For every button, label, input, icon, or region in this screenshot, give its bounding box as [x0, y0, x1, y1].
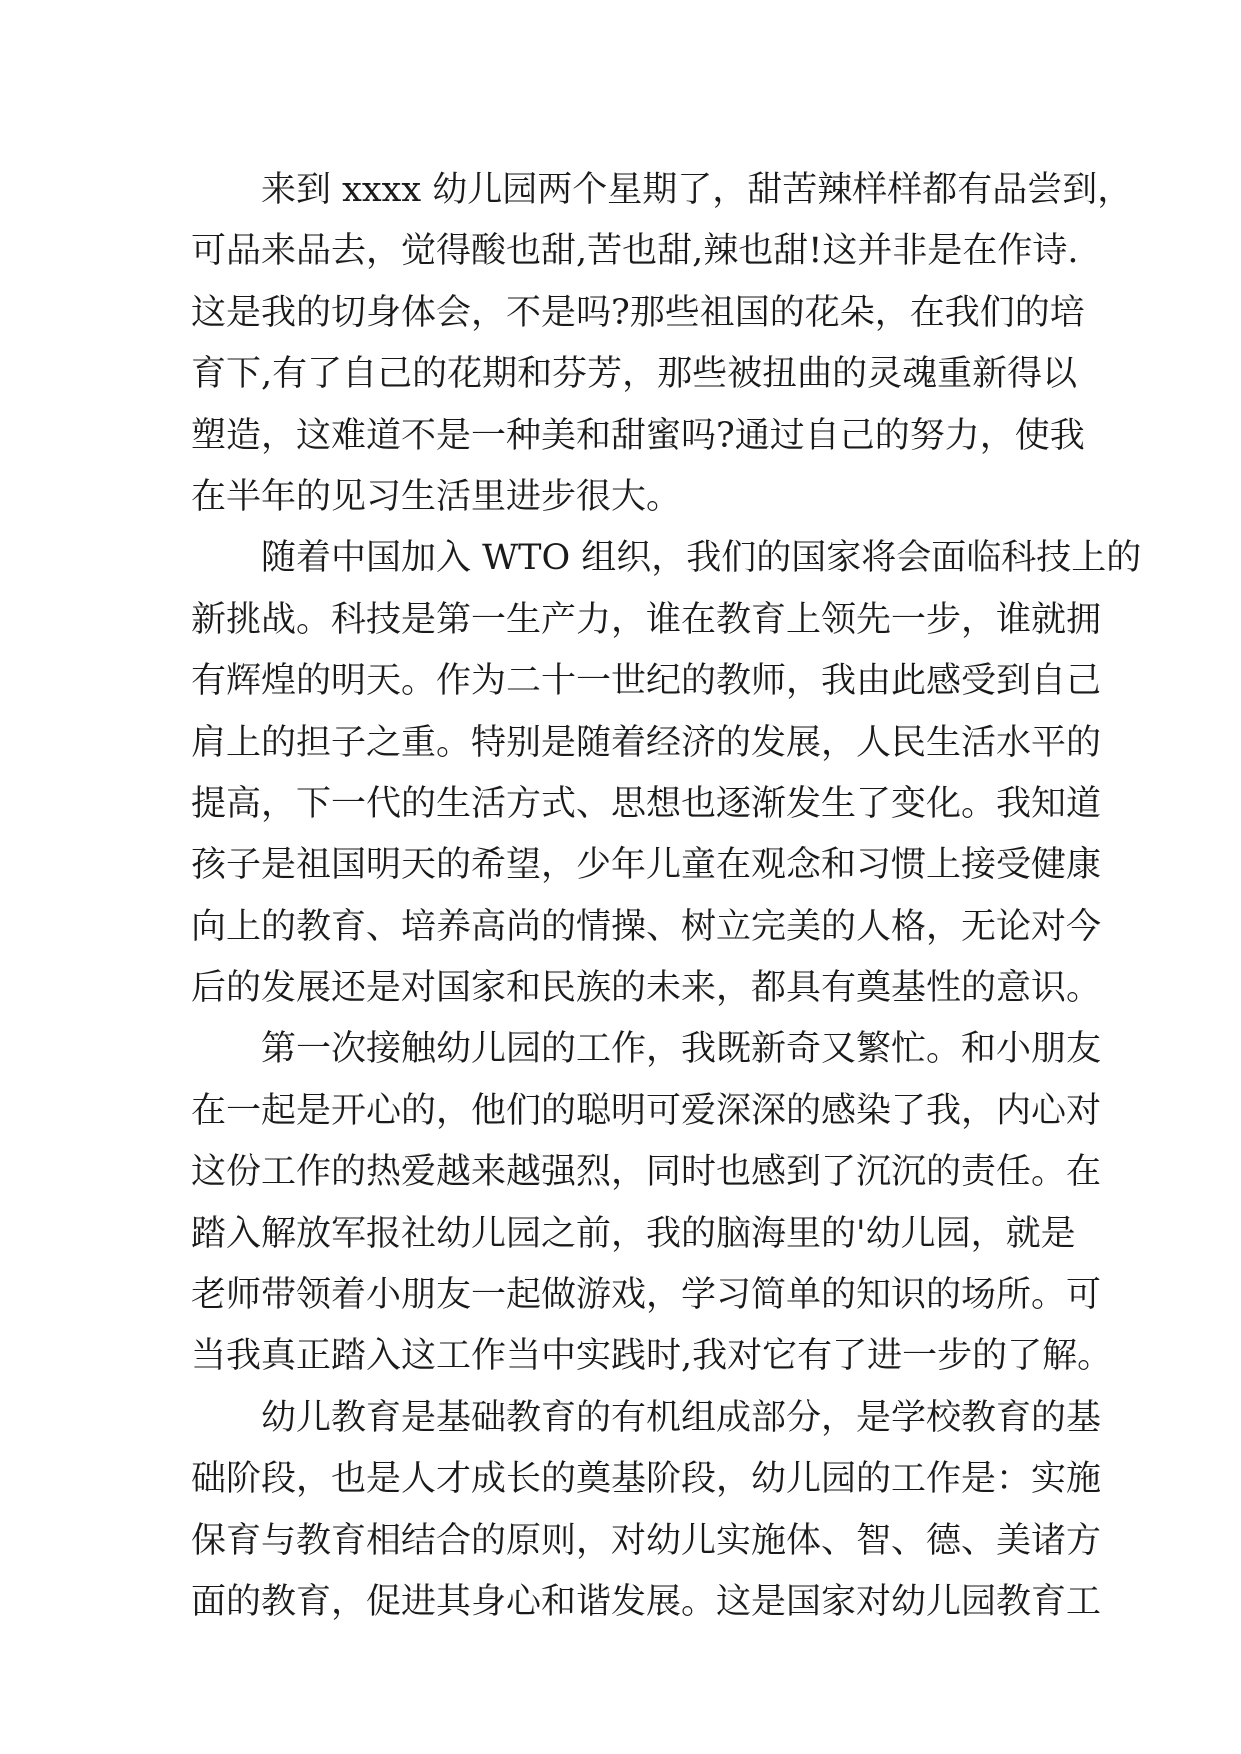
text-line: 础阶段，也是人才成长的奠基阶段，幼儿园的工作是：实施	[191, 1459, 1102, 1500]
text-line: 向上的教育、培养高尚的情操、树立完美的人格，无论对今	[191, 906, 1102, 947]
paragraph-2	[191, 528, 1142, 1019]
text-line: 肩上的担子之重。特别是随着经济的发展，人民生活水平的	[191, 722, 1102, 763]
text-line: 新挑战。科技是第一生产力，谁在教育上领先一步，谁就拥	[191, 599, 1102, 640]
text-line: 孩子是祖国明天的希望，少年儿童在观念和习惯上接受健康	[191, 845, 1102, 886]
paragraph-3	[191, 1019, 1113, 1387]
text-line: 老师带领着小朋友一起做游戏，学习简单的知识的场所。可	[191, 1275, 1102, 1316]
text-line: 当我真正踏入这工作当中实践时,我对它有了进一步的了解。	[191, 1336, 1113, 1377]
text-line: 面的教育，促进其身心和谐发展。这是国家对幼儿园教育工	[191, 1581, 1102, 1622]
paragraph-4	[191, 1388, 1102, 1634]
text-line: 提高，下一代的生活方式、思想也逐渐发生了变化。我知道	[191, 783, 1102, 824]
text-line: 在半年的见习生活里进步很大。	[191, 476, 682, 517]
text-line: 第一次接触幼儿园的工作，我既新奇又繁忙。和小朋友	[261, 1029, 1102, 1070]
text-line: 可品来品去，觉得酸也甜,苦也甜,辣也甜!这并非是在作诗.	[191, 231, 1079, 272]
text-line: 塑造，这难道不是一种美和甜蜜吗?通过自己的努力，使我	[191, 415, 1085, 456]
paragraph-1	[191, 160, 1133, 528]
text-line: 育下,有了自己的花期和芬芳，那些被扭曲的灵魂重新得以	[191, 354, 1078, 395]
text-line: 有辉煌的明天。作为二十一世纪的教师，我由此感受到自己	[191, 661, 1102, 702]
body-text	[191, 160, 1142, 1633]
text-line: 随着中国加入 WTO 组织，我们的国家将会面临科技上的	[261, 538, 1142, 579]
text-line: 在一起是开心的，他们的聪明可爱深深的感染了我，内心对	[191, 1090, 1102, 1131]
text-line: 踏入解放军报社幼儿园之前，我的脑海里的'幼儿园，就是	[191, 1213, 1076, 1254]
text-line: 后的发展还是对国家和民族的未来，都具有奠基性的意识。	[191, 968, 1102, 1009]
text-line: 这是我的切身体会，不是吗?那些祖国的花朵，在我们的培	[191, 292, 1085, 333]
text-line: 来到 xxxx 幼儿园两个星期了，甜苦辣样样都有品尝到，	[261, 170, 1133, 210]
text-line: 保育与教育相结合的原则，对幼儿实施体、智、德、美诸方	[191, 1520, 1102, 1561]
text-line: 幼儿教育是基础教育的有机组成部分，是学校教育的基	[261, 1397, 1102, 1438]
text-line: 这份工作的热爱越来越强烈，同时也感到了沉沉的责任。在	[191, 1152, 1102, 1193]
